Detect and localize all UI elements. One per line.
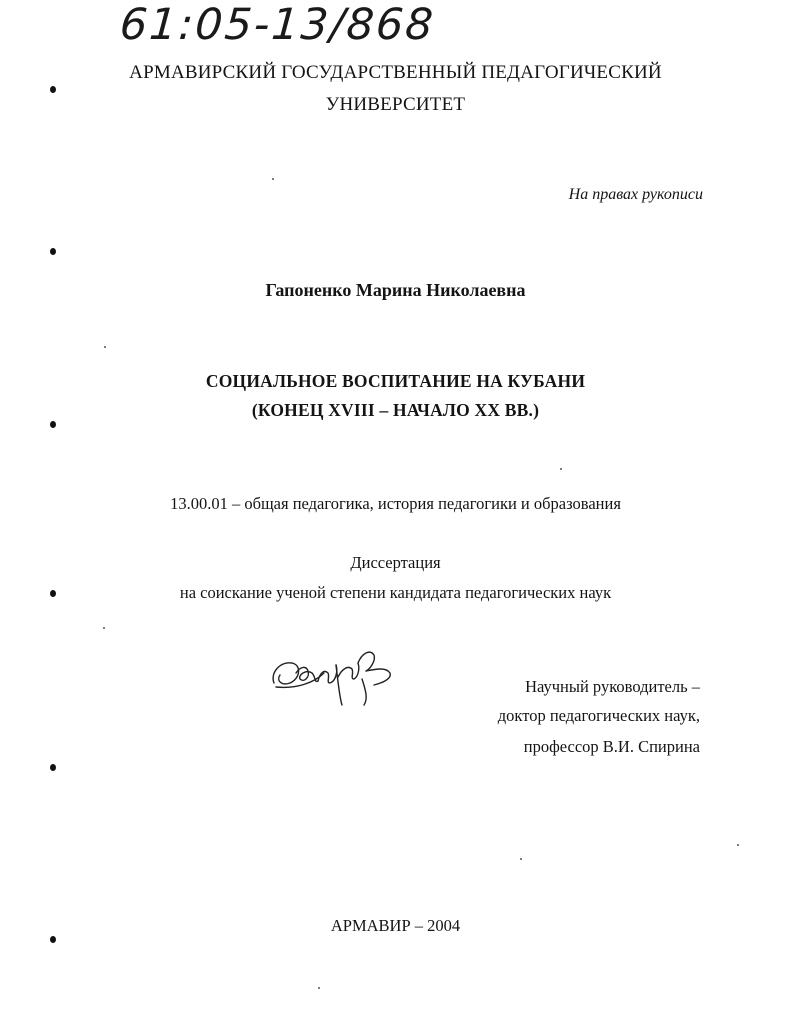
supervisor-degree: доктор педагогических наук, — [497, 706, 700, 725]
scan-speck — [103, 627, 105, 629]
binding-hole-mark — [50, 86, 56, 93]
scan-speck — [318, 987, 320, 989]
author-name: Гапоненко Марина Николаевна — [265, 280, 526, 300]
rights-note: На правах рукописи — [568, 186, 703, 203]
scan-speck — [520, 858, 522, 860]
binding-hole-mark — [50, 764, 56, 771]
specialty-code: 13.00.01 – общая педагогика, история педагогики и образования — [170, 494, 621, 513]
scan-speck — [737, 844, 739, 846]
binding-hole-mark — [50, 590, 56, 597]
degree-statement: на соискание ученой степени кандидата педагогических наук — [179, 583, 612, 602]
university-name-line-1: АРМАВИРСКИЙ ГОСУДАРСТВЕННЫЙ ПЕДАГОГИЧЕСКИЙ — [129, 62, 662, 83]
dissertation-title-line-1: СОЦИАЛЬНОЕ ВОСПИТАНИЕ НА КУБАНИ — [205, 371, 586, 391]
binding-hole-mark — [50, 936, 56, 943]
signature-scribble — [266, 643, 406, 709]
binding-hole-mark — [50, 248, 56, 255]
scan-speck — [560, 468, 562, 470]
binding-hole-mark — [50, 421, 56, 428]
scan-speck — [272, 178, 274, 180]
work-type: Диссертация — [350, 553, 441, 572]
university-name-line-2: УНИВЕРСИТЕТ — [325, 94, 466, 115]
city-year: АРМАВИР – 2004 — [330, 916, 461, 935]
scan-speck — [104, 346, 106, 348]
supervisor-name: профессор В.И. Спирина — [523, 737, 700, 756]
dissertation-title-line-2: (КОНЕЦ XVIII – НАЧАЛО XX ВВ.) — [251, 400, 540, 420]
archive-number-stamp: 61:05-13/868 — [118, 0, 437, 50]
supervisor-label: Научный руководитель – — [525, 677, 700, 696]
